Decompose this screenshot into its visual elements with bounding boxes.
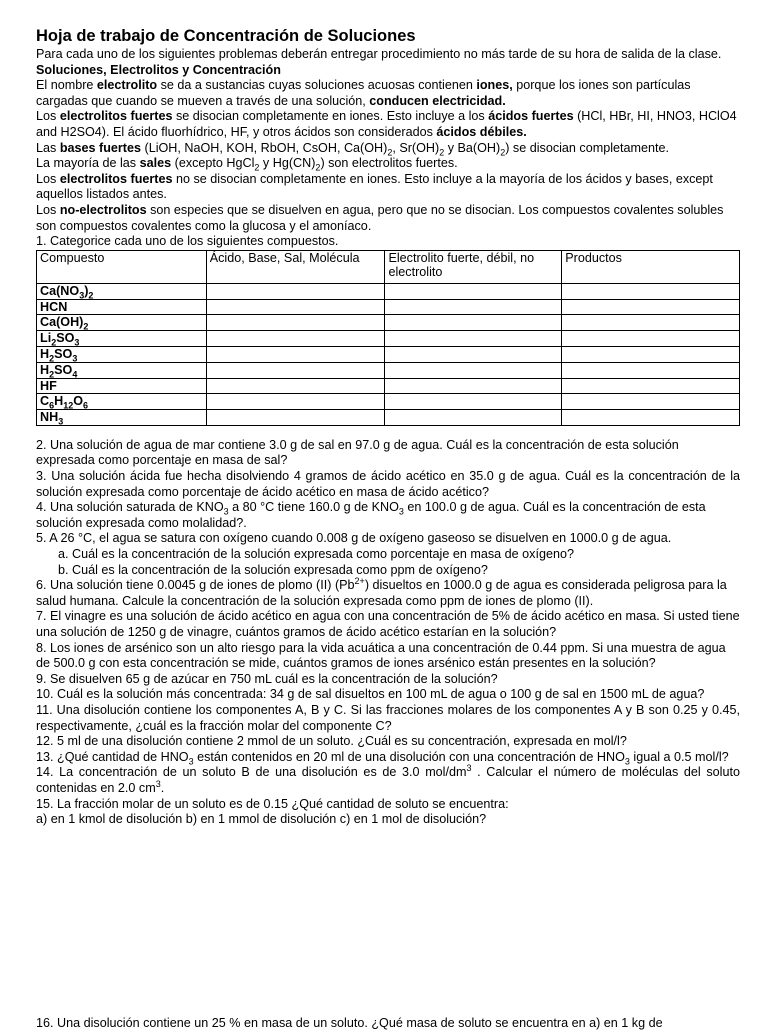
- answer-cell[interactable]: [562, 299, 740, 315]
- question-5: 5. A 26 °C, el agua se satura con oxígeno cuando 0.008 g de oxígeno gaseoso se disuelven en 1000.0 g de agua.: [36, 531, 672, 546]
- table-row: [37, 346, 740, 362]
- answer-cell[interactable]: [385, 362, 562, 378]
- question-14: 14. La concentración de un soluto B de una disolución es de 3.0 mol/$dm^3$ . Calcular el número de moléculas del soluto contenidas en 2.0 $cm^3$.: [36, 763, 740, 795]
- table-row: [37, 299, 740, 315]
- answer-cell[interactable]: [206, 331, 385, 347]
- answer-cell[interactable]: [206, 315, 385, 331]
- answer-cell[interactable]: [206, 283, 385, 299]
- answer-cell[interactable]: [206, 346, 385, 362]
- question-13: 13. ¿Qué cantidad de $HNO_3$ están contenidos en 20 ml de una disolución con una concentración de $HNO_3$ igual a 0.5 mol/l?: [36, 749, 729, 767]
- answer-cell[interactable]: [206, 299, 385, 315]
- question-12: 12. 5 ml de una disolución contiene 2 mmol de un soluto. ¿Cuál es su concentración, expresada en mol/l?: [36, 734, 627, 749]
- paragraph-electrolito: El nombre electrolito se da a sustancias cuyas soluciones acuosas contienen iones, porque los iones son partículas cargadas que cuando se mueven a través de una solución, conducen electricidad.: [36, 78, 691, 108]
- compound-cell: $H_2SO_4$: [37, 362, 207, 378]
- question-5b: b. Cuál es la concentración de la solución expresada como ppm de oxígeno?: [58, 562, 488, 577]
- compound-cell: HCN: [37, 299, 207, 315]
- compound-cell: $H_2SO_3$: [37, 346, 207, 362]
- answer-cell[interactable]: [562, 394, 740, 410]
- answer-cell[interactable]: [385, 283, 562, 299]
- answer-cell[interactable]: [206, 378, 385, 394]
- paragraph-no-electrolitos: Los no-electrolitos son especies que se disuelven en agua, pero que no se disocian. Los compuestos covalentes solubles son compuestos covalentes como la glucosa y el amoníaco.: [36, 202, 724, 233]
- paragraph-electrolitos-fuertes: Los electrolitos fuertes se disocian completamente en iones. Esto incluye a los ácidos fuertes (HCl, HBr, HI, HNO3, HClO4 and H2SO4). El ácido fluorhídrico, HF, y otros ácidos son considerados ácidos débiles.: [36, 109, 737, 139]
- question-3: 3. Una solución ácida fue hecha disolviendo 4 gramos de ácido acético en 35.0 g de agua. Cuál es la concentración de la solución expresada como porcentaje de ácido acético en masa de ácido acético?: [36, 469, 740, 499]
- table-row: [37, 315, 740, 331]
- section-heading: Soluciones, Electrolitos y Concentración: [36, 62, 281, 77]
- answer-cell[interactable]: [385, 331, 562, 347]
- categorization-table: [36, 250, 740, 426]
- answer-cell[interactable]: [562, 346, 740, 362]
- table-row: [37, 283, 740, 299]
- column-header: Compuesto: [37, 250, 207, 283]
- table-row: [37, 331, 740, 347]
- column-header: Electrolito fuerte, débil, no electrolito: [385, 250, 562, 283]
- question-16-cutoff: 16. Una disolución contiene un 25 % en masa de un soluto. ¿Qué masa de soluto se encuentra en a) en 1 kg de: [36, 1016, 663, 1030]
- worksheet-page: [36, 26, 740, 828]
- compound-cell: $Ca(NO_3)_2$: [37, 283, 207, 299]
- answer-cell[interactable]: [385, 378, 562, 394]
- paragraph-bases-fuertes: Las bases fuertes (LiOH, NaOH, KOH, RbOH, CsOH, $Ca(OH)_2$, $Sr(OH)_2$ y $Ba(OH)_2$) se disocian completamente.: [36, 140, 670, 158]
- paragraph-electrolitos-debiles: Los electrolitos fuertes no se disocian completamente en iones. Esto incluye a la mayoría de los ácidos y bases, except aquellos listados antes.: [36, 171, 713, 202]
- table-row: [37, 378, 740, 394]
- column-header: Ácido, Base, Sal, Molécula: [206, 250, 385, 283]
- answer-cell[interactable]: [562, 315, 740, 331]
- instructions: Para cada uno de los siguientes problemas deberán entregar procedimiento no más tarde de su hora de salida de la clase.: [36, 47, 722, 61]
- spacer: [36, 426, 740, 438]
- answer-cell[interactable]: [562, 378, 740, 394]
- table-header-row: [37, 250, 740, 283]
- question-6: 6. Una solución tiene 0.0045 g de iones de plomo (II) $(Pb^{2+})$ disueltos en 1000.0 g de agua es considerada peligrosa para la salud humana. Calcule la concentración de la solución expresada como ppm de iones de plomo (II).: [36, 576, 727, 608]
- answer-cell[interactable]: [385, 394, 562, 410]
- table-row: [37, 394, 740, 410]
- paragraph-sales: La mayoría de las sales (excepto HgCl$_2$ y $Hg(CN)_2$) son electrolitos fuertes.: [36, 156, 458, 173]
- answer-cell[interactable]: [562, 410, 740, 426]
- column-header: Productos: [562, 250, 740, 283]
- question-8: 8. Los iones de arsénico son un alto riesgo para la vida acuática a una concentración de 0.44 ppm. Si una muestra de agua de 500.0 g con esta concentración se mide, cuántos gramos de iones arsénico están presentes en la solución?: [36, 640, 726, 671]
- table-row: [37, 362, 740, 378]
- question-9: 9. Se disuelven 65 g de azúcar en 750 mL cuál es la concentración de la solución?: [36, 671, 498, 686]
- answer-cell[interactable]: [385, 410, 562, 426]
- answer-cell[interactable]: [206, 394, 385, 410]
- answer-cell[interactable]: [206, 362, 385, 378]
- question-4: 4. Una solución saturada de $KNO_3$ a 80 °C tiene 160.0 g de $KNO_3$ en 100.0 g de agua. Cuál es la concentración de esta solución expresada como molalidad?.: [36, 500, 706, 530]
- compound-cell: HF: [37, 378, 207, 394]
- question-15-options: a) en 1 kmol de disolución b) en 1 mmol de disolución c) en 1 mol de disolución?: [36, 812, 487, 827]
- answer-cell[interactable]: [206, 410, 385, 426]
- page-title: Hoja de trabajo de Concentración de Soluciones: [36, 27, 416, 45]
- answer-cell[interactable]: [562, 283, 740, 299]
- question-2: 2. Una solución de agua de mar contiene 3.0 g de sal en 97.0 g de agua. Cuál es la concentración de esta solución expresada como porcentaje en masa de sal?: [36, 437, 679, 468]
- table-row: [37, 410, 740, 426]
- question-1: 1. Categorice cada uno de los siguientes compuestos.: [36, 234, 339, 249]
- compound-cell: $NH_3$: [37, 410, 207, 426]
- question-10: 10. Cuál es la solución más concentrada: 34 g de sal disueltos en 100 mL de agua o 100 g de sal en 1500 mL de agua?: [36, 687, 705, 702]
- answer-cell[interactable]: [562, 362, 740, 378]
- question-11: 11. Una disolución contiene los componentes A, B y C. Si las fracciones molares de los componentes A y B son 0.25 y 0.45, respectivamente, ¿cuál es la fracción molar del componente C?: [36, 702, 740, 733]
- answer-cell[interactable]: [385, 315, 562, 331]
- question-5a: a. Cuál es la concentración de la solución expresada como porcentaje en masa de oxígeno?: [58, 547, 574, 562]
- question-7: 7. El vinagre es una solución de ácido acético en agua con una concentración de 5% de ácido acético en masa. Si usted tiene una solución de 1250 g de vinagre, cuántos gramos de ácido acético estarían en la solución?: [36, 609, 740, 640]
- question-15: 15. La fracción molar de un soluto es de 0.15 ¿Qué cantidad de soluto se encuentra:: [36, 796, 509, 811]
- answer-cell[interactable]: [562, 331, 740, 347]
- answer-cell[interactable]: [385, 299, 562, 315]
- compound-cell: $C_6H_{12}O_6$: [37, 394, 207, 410]
- compound-cell: $Li_2SO_3$: [37, 331, 207, 347]
- answer-cell[interactable]: [385, 346, 562, 362]
- compound-cell: $Ca(OH)_2$: [37, 315, 207, 331]
